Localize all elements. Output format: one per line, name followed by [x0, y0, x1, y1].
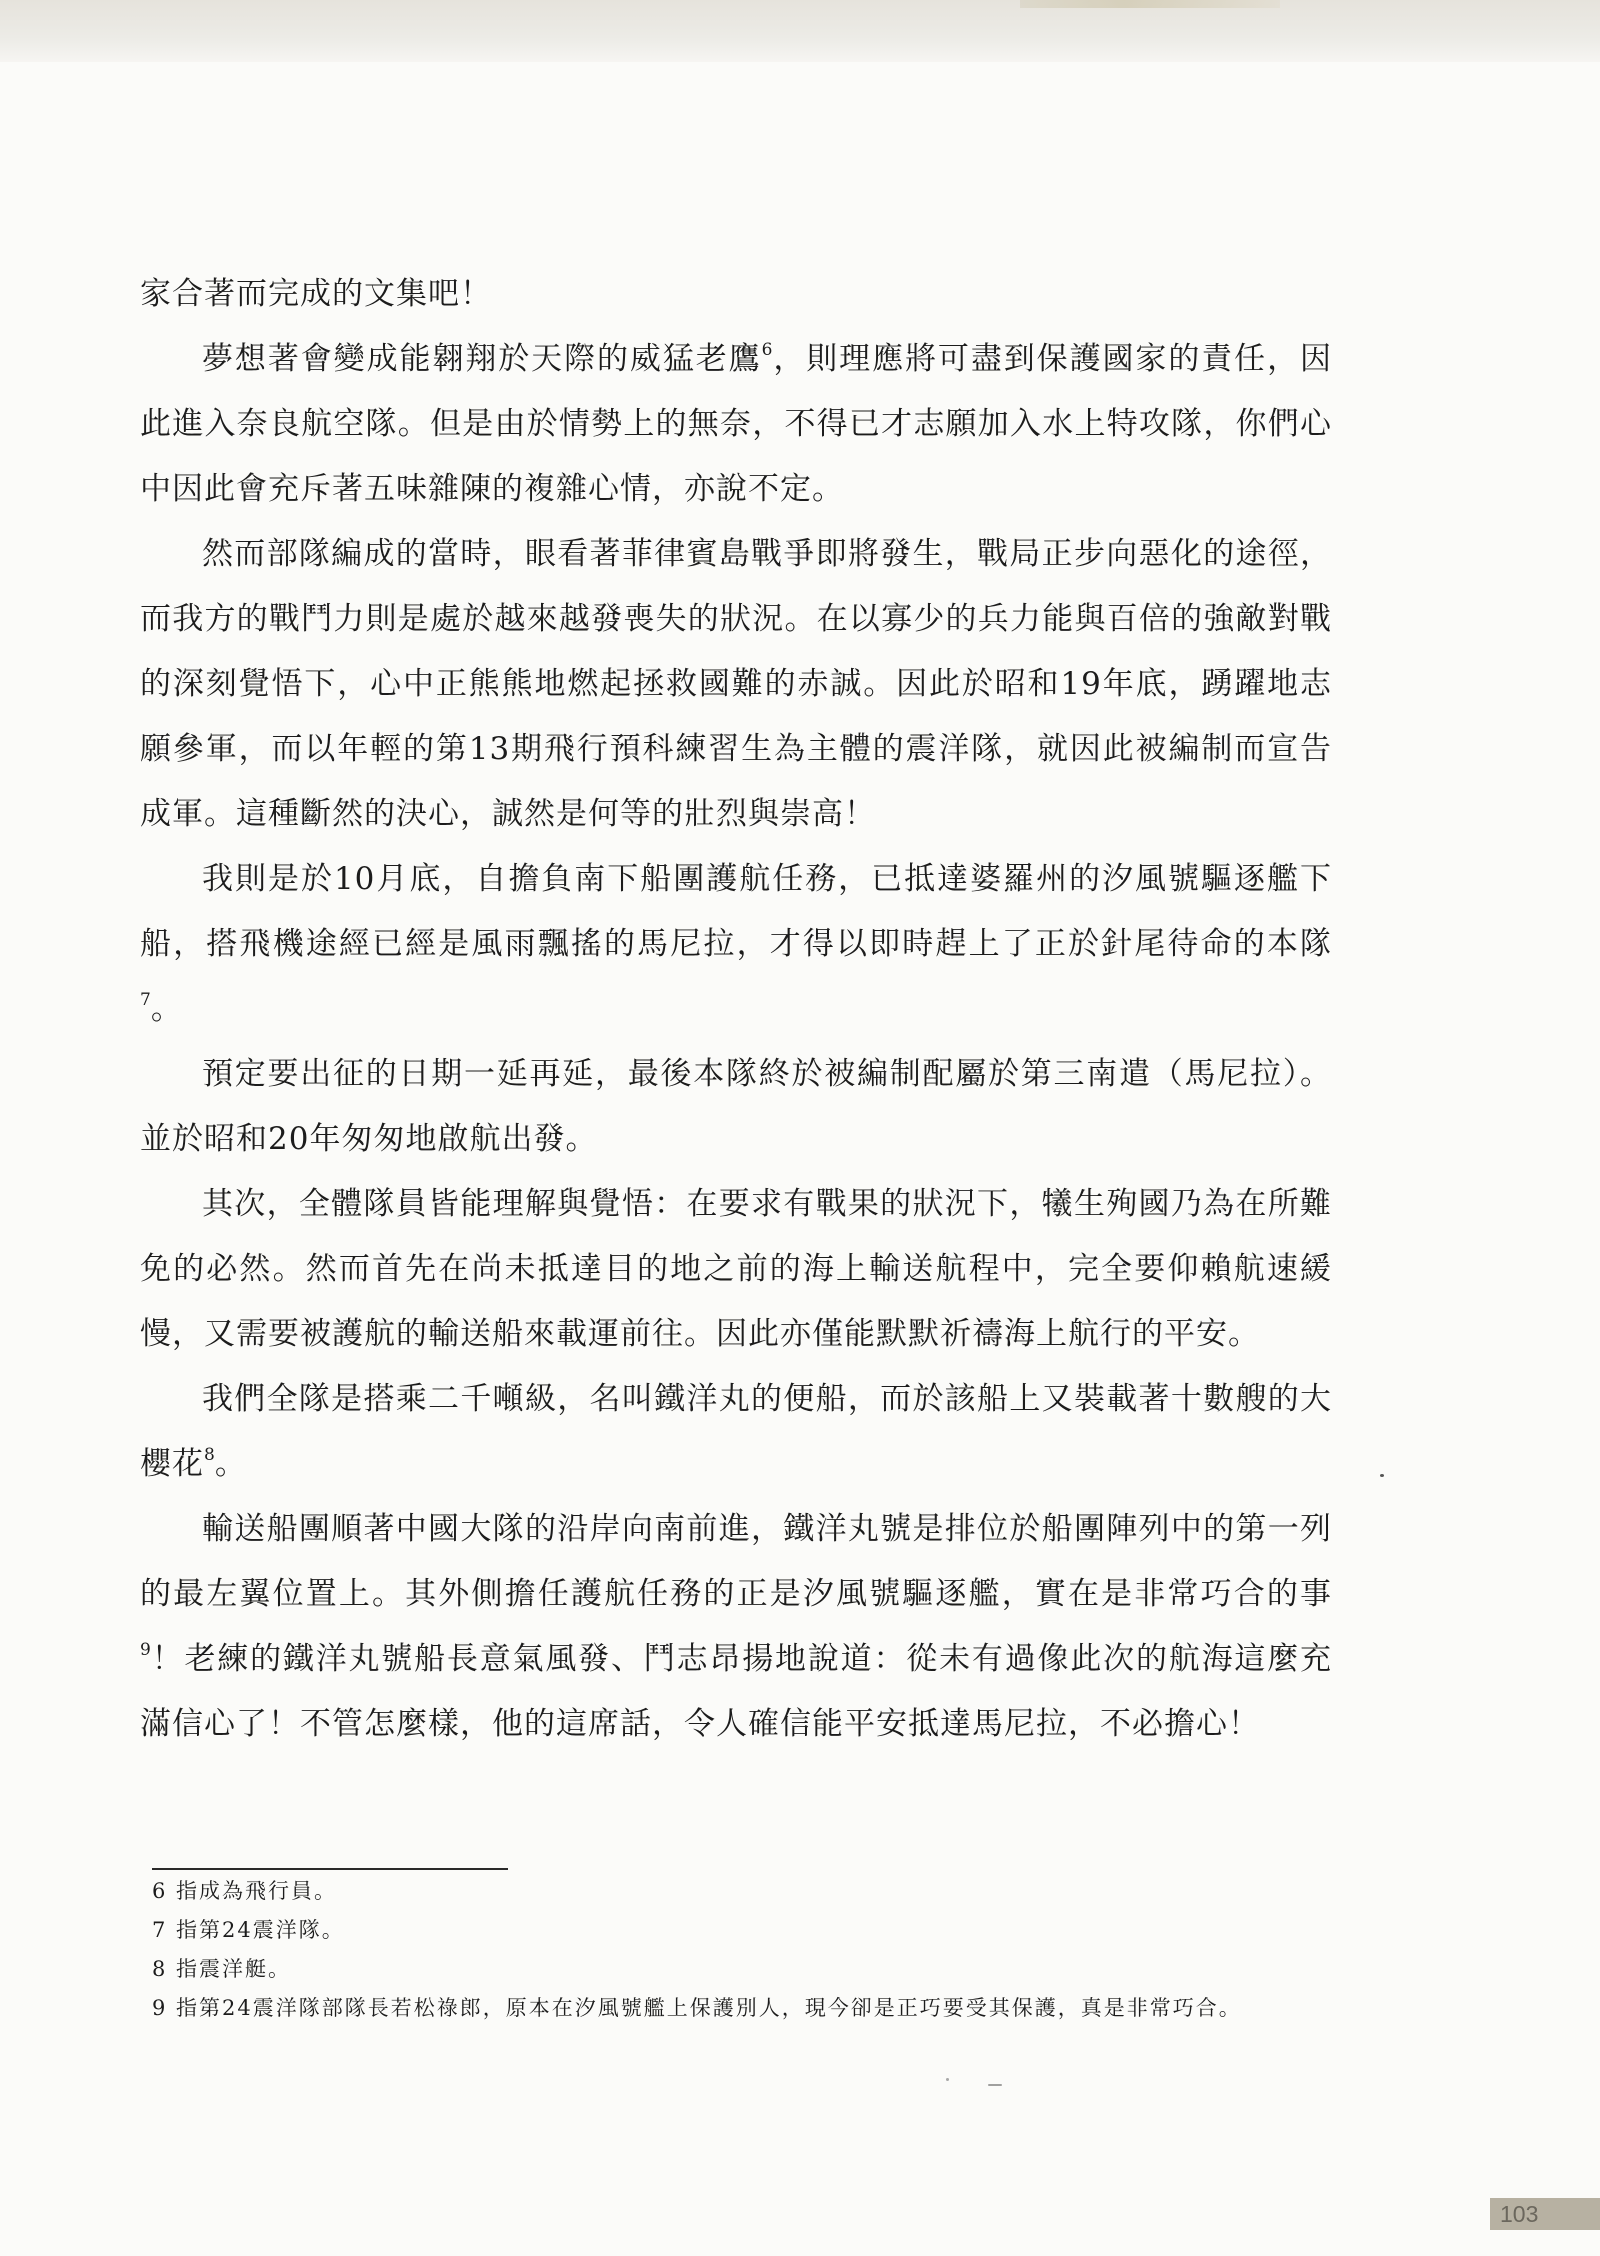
- scan-speck: [1380, 1474, 1384, 1477]
- footnote-8: [152, 1950, 1330, 1989]
- footnote-ref-9[interactable]: 9: [140, 1640, 151, 1660]
- footnote-text: 指震洋艇。: [176, 1957, 291, 1981]
- footnote-ref-8[interactable]: 8: [204, 1445, 215, 1465]
- footnote-text: 指第24震洋隊部隊長若松祿郎，原本在汐風號艦上保護別人，現今卻是正巧要受其保護，真是非常巧合。: [176, 1996, 1242, 2020]
- footnote-text: 指成為飛行員。: [176, 1879, 337, 1903]
- paragraph-5: 預定要出征的日期一延再延，最後本隊終於被編制配屬於第三南遣（馬尼拉）。並於昭和20年匆匆地啟航出發。: [140, 1056, 1332, 1157]
- scan-speck: [988, 2084, 1002, 2086]
- footnotes: [152, 1872, 1330, 2028]
- footnote-divider: [152, 1868, 508, 1870]
- paragraph-3: 然而部隊編成的當時，眼看著菲律賓島戰爭即將發生，戰局正步向惡化的途徑，而我方的戰鬥力則是處於越來越發喪失的狀況。在以寡少的兵力能與百倍的強敵對戰的深刻覺悟下，心中正熊熊地燃起拯救國難的赤誠。因此於昭和19年底，踴躍地志願參軍，而以年輕的第13期飛行預科練習生為主體的震洋隊，就因此被編制而宣告成軍。這種斷然的決心，誠然是何等的壯烈與崇高！: [140, 536, 1332, 832]
- paragraph-1: 家合著而完成的文集吧！: [140, 276, 492, 312]
- paragraph-8: 輸送船團順著中國大隊的沿岸向南前進，鐵洋丸號是排位於船團陣列中的第一列的最左翼位置上。其外側擔任護航任務的正是汐風號驅逐艦，實在是非常巧合的事$^9$！老練的鐵洋丸號船長意氣風發、鬥志昂揚地說道：從未有過像此次的航海這麼充滿信心了！不管怎麼樣，他的這席話，令人確信能平安抵達馬尼拉，不必擔心！: [140, 1511, 1332, 1742]
- footnote-9: [152, 1989, 1330, 2028]
- footnote-ref-7[interactable]: 7: [140, 990, 151, 1010]
- footnote-number: 8: [152, 1957, 166, 1981]
- scan-edge-mark: [1020, 0, 1280, 8]
- scan-top-shadow: [0, 0, 1600, 62]
- paragraph-7: 我們全隊是搭乘二千噸級，名叫鐵洋丸的便船，而於該船上又裝載著十數艘的大櫻花$^8$。: [140, 1381, 1332, 1482]
- footnote-number: 9: [152, 1996, 166, 2020]
- body-text: [140, 262, 1332, 1757]
- paragraph-6: 其次，全體隊員皆能理解與覺悟：在要求有戰果的狀況下，犧生殉國乃為在所難免的必然。然而首先在尚未抵達目的地之前的海上輸送航程中，完全要仰賴航速緩慢，又需要被護航的輸送船來載運前往。因此亦僅能默默祈禱海上航行的平安。: [140, 1186, 1332, 1352]
- footnote-text: 指第24震洋隊。: [176, 1918, 345, 1942]
- paragraph-2: 夢想著會變成能翱翔於天際的威猛老鷹$^6$，則理應將可盡到保護國家的責任，因此進入奈良航空隊。但是由於情勢上的無奈，不得已才志願加入水上特攻隊，你們心中因此會充斥著五味雜陳的複雜心情，亦說不定。: [140, 340, 1333, 507]
- footnote-number: 7: [152, 1918, 166, 1942]
- footnote-number: 6: [152, 1879, 166, 1903]
- scan-speck: [946, 2078, 949, 2081]
- footnote-6: [152, 1872, 1330, 1911]
- page-number: 103: [1490, 2198, 1600, 2230]
- footnote-7: [152, 1911, 1330, 1950]
- paragraph-4: 我則是於10月底，自擔負南下船團護航任務，已抵達婆羅州的汐風號驅逐艦下船，搭飛機途經已經是風雨飄搖的馬尼拉，才得以即時趕上了正於針尾待命的本隊$^7$。: [140, 861, 1332, 1027]
- footnote-ref-6[interactable]: 6: [761, 340, 773, 360]
